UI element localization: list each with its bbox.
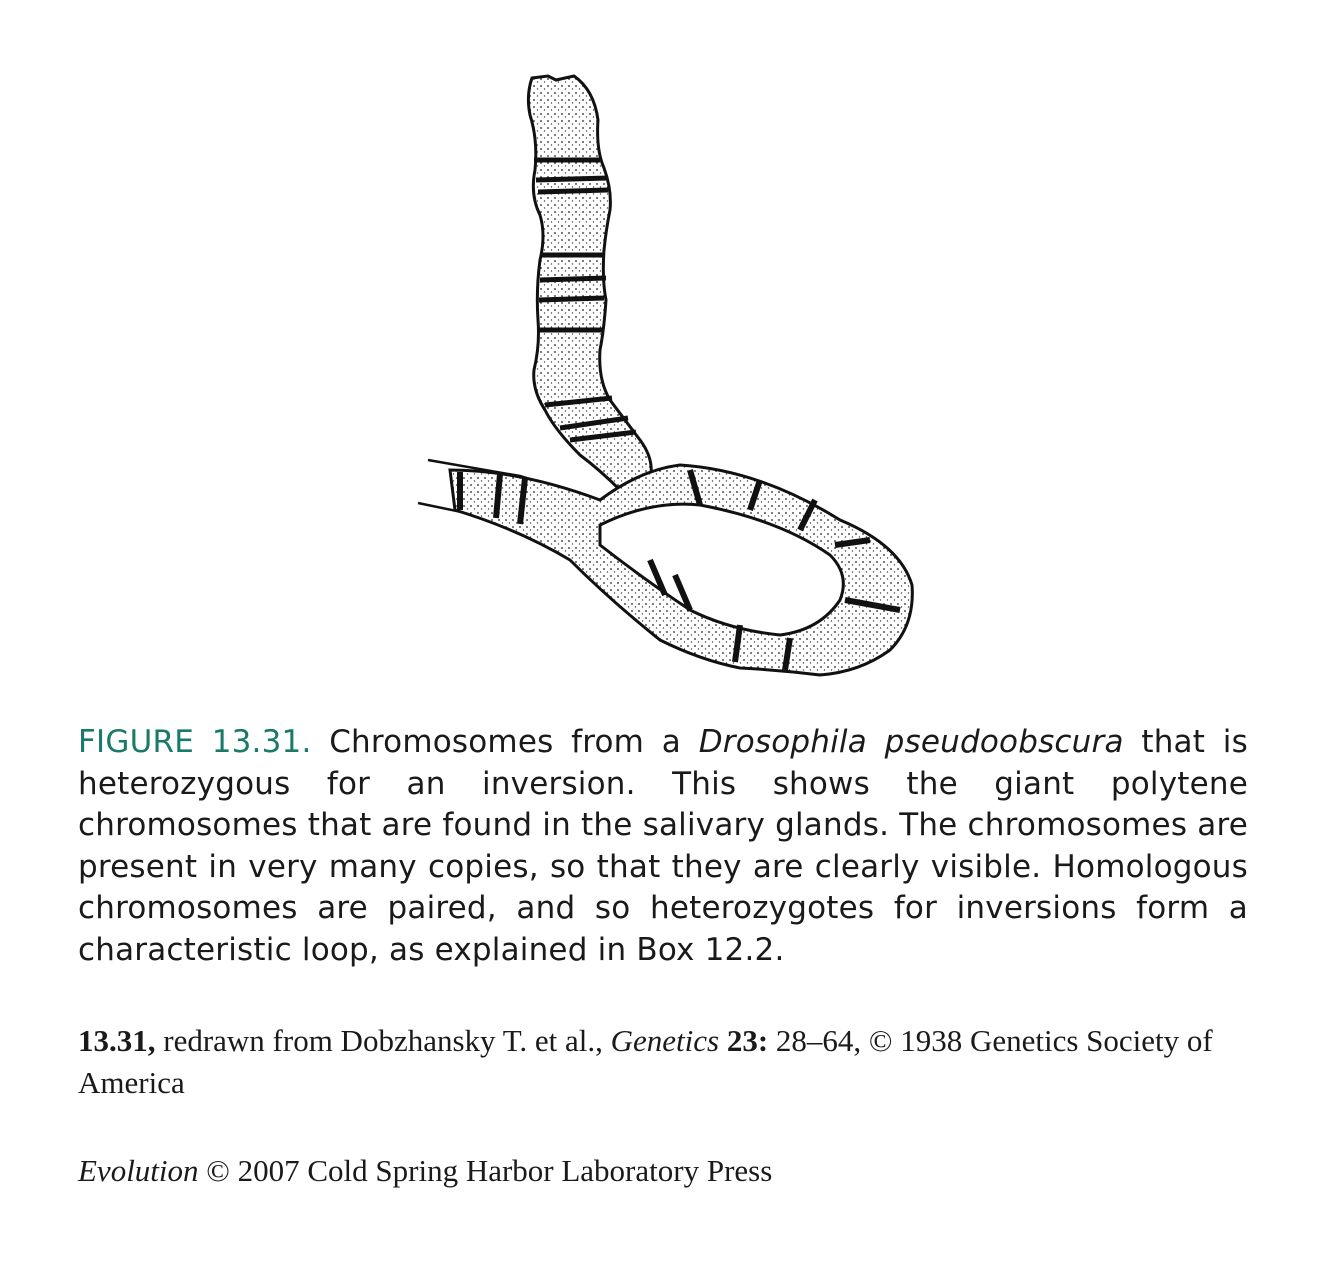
chromosome-upper-arm xyxy=(528,76,651,490)
figure-label: FIGURE 13.31. xyxy=(78,724,312,760)
credit-journal: Genetics xyxy=(610,1023,720,1058)
credit-figure-ref: 13.31, xyxy=(78,1023,156,1058)
figure-credit xyxy=(78,1020,1248,1104)
credit-text-1: redrawn from Dobzhansky T. et al., xyxy=(155,1023,611,1058)
species-name: Drosophila pseudoobscura xyxy=(698,724,1124,760)
credit-volume: 23: xyxy=(719,1023,769,1058)
credit-text-2: 28–64, © 1938 Genetics Society of America xyxy=(78,1023,1213,1100)
caption-text-2: that is heterozygous for an inversion. This shows the giant polytene chromosomes that are found in the salivary glands. The chromosomes are present in very many copies, so that they are clearly visible. Homologous chromosomes are paired, and so heterozygotes for inversions form a characteristic loop, as explained in Box 12.2. xyxy=(78,724,1248,968)
book-title: Evolution xyxy=(78,1153,199,1188)
figure-caption xyxy=(78,722,1248,971)
caption-text-1: Chromosomes from a xyxy=(311,724,699,760)
chromosome-illustration xyxy=(400,60,940,700)
book-copyright xyxy=(78,1150,1248,1192)
book-rest: © 2007 Cold Spring Harbor Laboratory Press xyxy=(198,1153,773,1188)
